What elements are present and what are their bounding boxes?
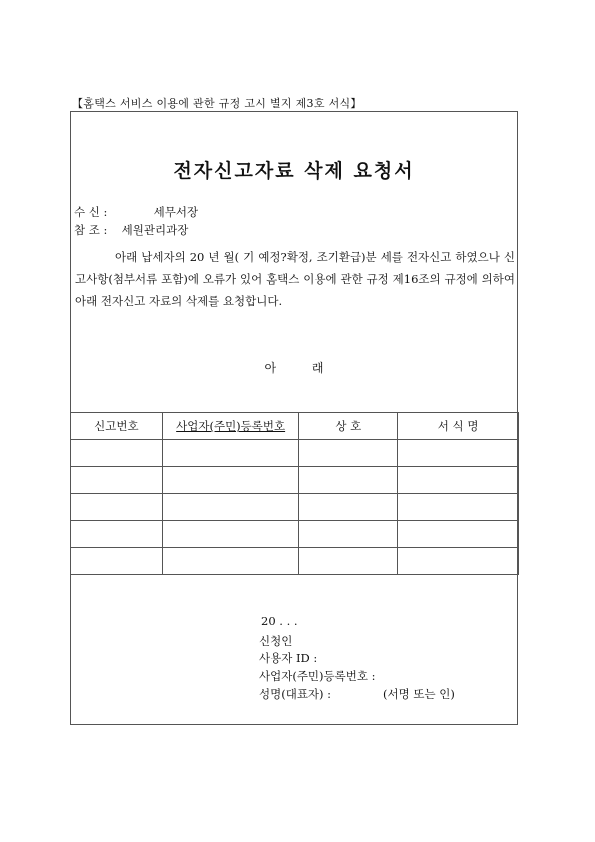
table-cell[interactable]: [299, 440, 398, 467]
table-cell[interactable]: [398, 521, 519, 548]
table-cell[interactable]: [398, 494, 519, 521]
table-cell[interactable]: [71, 548, 163, 575]
table-cell[interactable]: [162, 467, 299, 494]
signature-date[interactable]: 20 . . .: [261, 614, 298, 628]
table-cell[interactable]: [299, 548, 398, 575]
table-cell[interactable]: [71, 521, 163, 548]
col-report-no: 신고번호: [71, 413, 163, 440]
table-row: [71, 494, 519, 521]
form-title: 전자신고자료 삭제 요청서: [173, 160, 415, 182]
signature-applicant: 신청인: [259, 634, 293, 648]
table-cell[interactable]: [398, 440, 519, 467]
recipient-label: 수 신 :: [74, 205, 108, 219]
table-cell[interactable]: [162, 521, 299, 548]
table-cell[interactable]: [299, 521, 398, 548]
table-cell[interactable]: [162, 440, 299, 467]
signature-reg-no[interactable]: 사업자(주민)등록번호 :: [259, 669, 376, 683]
recipient-line: [74, 204, 198, 220]
signature-sign-note: (서명 또는 인): [383, 687, 455, 701]
request-body-text: 아래 납세자의 20 년 월( 기 예정?확정, 조기환급)분 세를 전자신고 하였으나 신고사항(첨부서류 포함)에 오류가 있어 홈택스 이용에 관한 규정 제16조의 규정에 의하여 아래 전자신고 자료의 삭제를 요청합니다.: [75, 250, 515, 308]
col-form-name: 서 식 명: [398, 413, 519, 440]
form-header: 【홈택스 서비스 이용에 관한 규정 고시 별지 제3호 서식】: [72, 97, 362, 110]
table-row: [71, 467, 519, 494]
col-company: 상 호: [299, 413, 398, 440]
table-cell[interactable]: [398, 467, 519, 494]
request-body: [75, 246, 515, 312]
request-table: [70, 412, 519, 575]
table-row: [71, 521, 519, 548]
table-cell[interactable]: [299, 494, 398, 521]
reference-label: 참 조 :: [74, 223, 108, 237]
signature-user-id[interactable]: 사용자 ID :: [259, 651, 318, 665]
table-row: [71, 440, 519, 467]
table-cell[interactable]: [162, 548, 299, 575]
reference-value: 세원관리과장: [121, 223, 189, 237]
signature-name[interactable]: 성명(대표자) :: [259, 687, 332, 701]
recipient-value: 세무서장: [153, 205, 199, 219]
reference-line: [74, 222, 188, 238]
below-label: 아 래: [264, 361, 324, 375]
table-header-row: [71, 413, 519, 440]
table-cell[interactable]: [71, 467, 163, 494]
col-reg-no: 사업자(주민)등록번호: [162, 413, 299, 440]
table-cell[interactable]: [398, 548, 519, 575]
table-cell[interactable]: [71, 440, 163, 467]
table-cell[interactable]: [299, 467, 398, 494]
table-row: [71, 548, 519, 575]
form-frame: [70, 111, 518, 725]
table-cell[interactable]: [71, 494, 163, 521]
table-cell[interactable]: [162, 494, 299, 521]
